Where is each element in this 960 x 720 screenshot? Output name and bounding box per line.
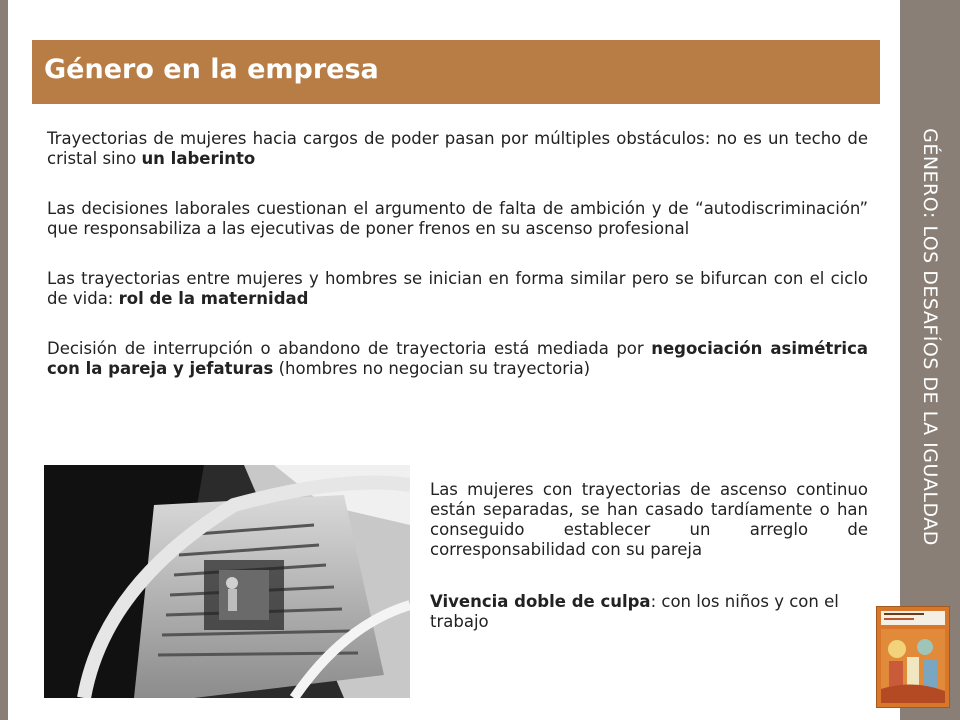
side-text-block [430, 480, 868, 664]
left-border-strip [0, 0, 8, 720]
paragraph-4: Decisión de interrupción o abandono de trayectoria está mediada por negociación asimétrica con la pareja y jefaturas (hombres no negocian su trayectoria) [47, 339, 869, 378]
cover-header [881, 611, 945, 625]
emphasis-maternidad: rol de la maternidad [118, 289, 309, 308]
paragraph-1: Trayectorias de mujeres hacia cargos de poder pasan por múltiples obstáculos: no es un techo de cristal sino un laberinto [47, 129, 868, 168]
staircase-photo-illustration [44, 465, 410, 698]
paragraph-3: Las trayectorias entre mujeres y hombres se inician en forma similar pero se bifurcan con el ciclo de vida: rol de la maternidad [47, 269, 868, 308]
slide-title: Género en la empresa [44, 54, 379, 85]
report-cover-thumbnail [876, 606, 950, 708]
emphasis-laberinto: un laberinto [141, 149, 256, 168]
side-title: GÉNERO: LOS DESAFÍOS DE LA IGUALDAD [919, 128, 941, 546]
cover-artwork [881, 629, 945, 703]
main-text-block [47, 129, 868, 409]
emphasis-negociacion: negociación asimétrica con la pareja y jefaturas [47, 339, 869, 378]
side-paragraph-2: Vivencia doble de culpa: con los niños y con el trabajo [430, 592, 839, 631]
staircase-photo [44, 465, 410, 698]
emphasis-doble-culpa: Vivencia doble de culpa [430, 592, 651, 611]
title-bar [32, 40, 880, 104]
side-paragraph-1: Las mujeres con trayectorias de ascenso continuo están separadas, se han casado tardíamente o han conseguido establecer un arreglo de corresponsabilidad con su pareja [430, 480, 868, 559]
paragraph-2: Las decisiones laborales cuestionan el argumento de falta de ambición y de “autodiscriminación” que responsabiliza a las ejecutivas de poner frenos en su ascenso profesional [47, 199, 868, 238]
